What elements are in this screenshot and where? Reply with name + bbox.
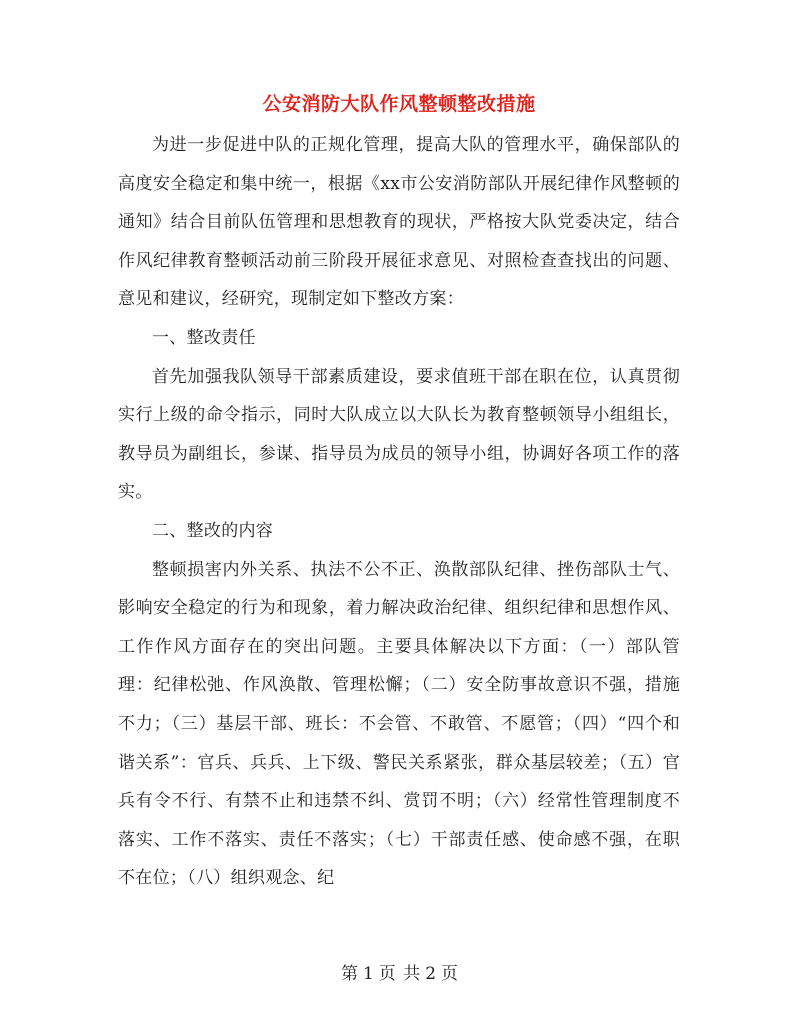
footer-total-pages: 2 — [425, 964, 438, 984]
footer-mid: 页 共 — [378, 964, 422, 984]
section-heading-content: 二、整改的内容 — [152, 520, 274, 541]
content-paragraph: 整顿损害内外关系、执法不公不正、涣散部队纪律、挫伤部队士气、影响安全稳定的行为和现象，着力解决政治纪律、组织纪律和思想作风、工作作风方面存在的突出问题。主要具体解决以下方面：（一）部队管理：纪律松弛、作风涣散、管理松懈；（二）安全防事故意识不强，措施不力；（三）基层干部、班长：不会管、不敢管、不愿管；（四）“四个和谐关系”：官兵、兵兵、上下级、警民关系紧张，群众基层较差；（五）官兵有令不行、有禁不止和违禁不纠、赏罚不明；（六）经常性管理制度不落实、工作不落实、责任不落实；（七）干部责任感、使命感不强，在职不在位；（八）组织观念、纪 — [118, 559, 680, 889]
section-heading-responsibility: 一、整改责任 — [152, 327, 256, 348]
footer-suffix: 页 — [441, 964, 460, 984]
page-footer — [0, 962, 800, 986]
responsibility-paragraph: 首先加强我队领导干部素质建设，要求值班干部在职在位，认真贯彻实行上级的命令指示，同时大队成立以大队长为教育整顿领导小组组长，教导员为副组长，参谋、指导员为成员的领导小组，协调好各项工作的落实。 — [118, 366, 680, 503]
document-page — [118, 88, 680, 898]
document-title: 公安消防大队作风整顿整改措施 — [262, 93, 536, 115]
intro-paragraph: 为进一步促进中队的正规化管理，提高大队的管理水平，确保部队的高度安全稳定和集中统一，根据《xx市公安消防部队开展纪律作风整顿的通知》结合目前队伍管理和思想教育的现状，严格按大队党委决定，结合作风纪律教育整顿活动前三阶段开展征求意见、对照检查查找出的问题、意见和建议，经研究，现制定如下整改方案： — [118, 135, 680, 310]
footer-prefix: 第 — [340, 964, 359, 984]
footer-current-page: 1 — [362, 964, 375, 984]
